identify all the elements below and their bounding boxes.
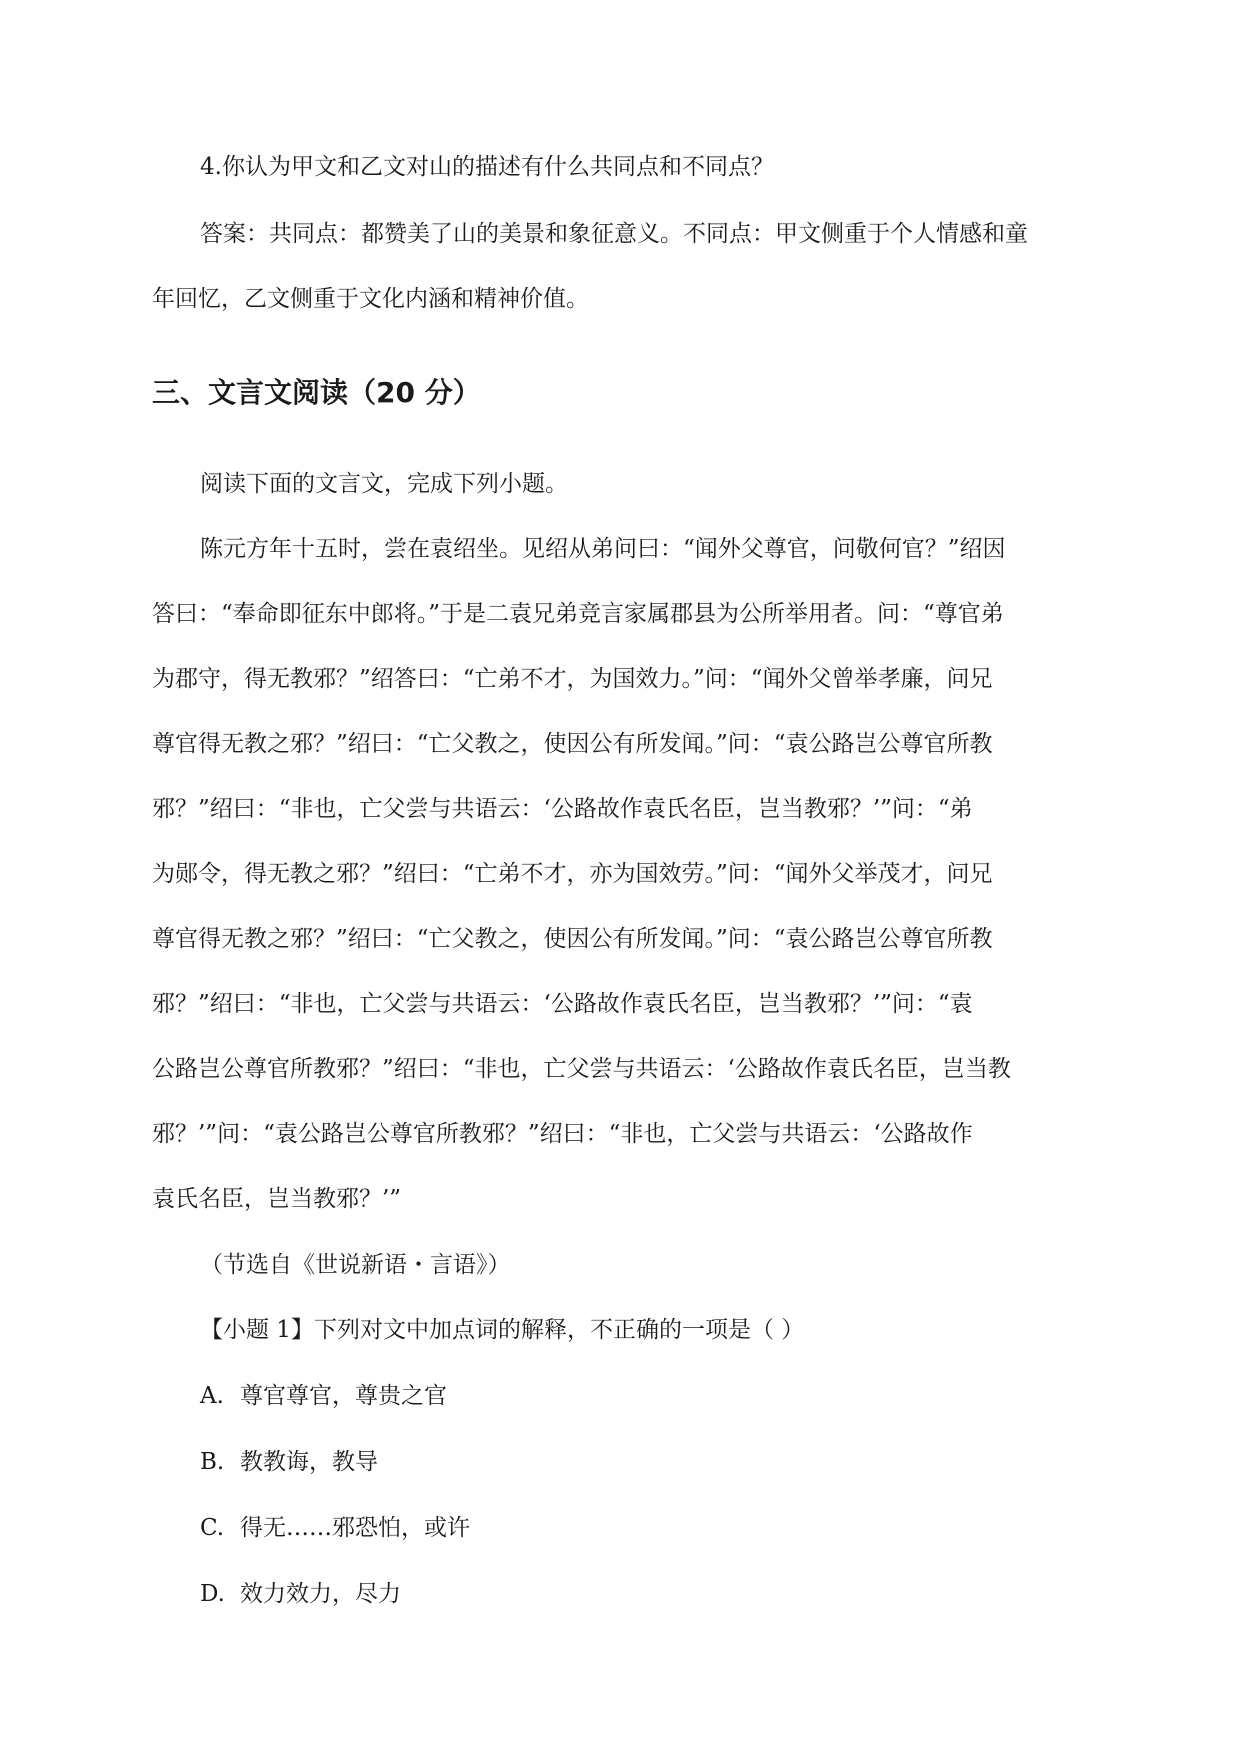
option-b-letter: B.	[200, 1449, 225, 1475]
passage-line: 尊官得无教之邪？”绍曰：“亡父教之，使因公有所发闻。”问：“袁公路岂公尊官所教	[152, 926, 993, 952]
q4-answer-line-1: 答案：共同点：都赞美了山的美景和象征意义。不同点：甲文侧重于个人情感和童	[200, 221, 1028, 247]
passage-source: （节选自《世说新语・言语》）	[200, 1252, 511, 1278]
option-d	[200, 1578, 401, 1610]
q4-question: 4.你认为甲文和乙文对山的描述有什么共同点和不同点？	[200, 154, 774, 180]
option-a	[200, 1380, 447, 1412]
passage-line: 邪？”绍曰：“非也，亡父尝与共语云：‘公路故作袁氏名臣，岂当教邪？’”问：“弟	[152, 796, 973, 822]
passage-line: 邪？’”问：“袁公路岂公尊官所教邪？”绍曰：“非也，亡父尝与共语云：‘公路故作	[152, 1121, 973, 1147]
passage-line: 为郡守，得无教邪？”绍答曰：“亡弟不才，为国效力。”问：“闻外父曾举孝廉，问兄	[152, 666, 993, 692]
option-d-letter: D.	[200, 1581, 225, 1607]
section-3-instruction: 阅读下面的文言文，完成下列小题。	[200, 471, 568, 497]
option-d-text: 效力效力，尽力	[240, 1581, 401, 1607]
option-a-letter: A.	[200, 1383, 224, 1409]
option-b-text: 教教诲，教导	[240, 1449, 378, 1475]
option-c-text: 得无……邪恐怕，或许	[240, 1515, 470, 1541]
option-a-text: 尊官尊官，尊贵之官	[240, 1383, 447, 1409]
option-b	[200, 1446, 378, 1478]
option-c	[200, 1512, 470, 1544]
sub-question-1-prompt: 【小题 1】下列对文中加点词的解释，不正确的一项是（ ）	[200, 1317, 805, 1343]
passage-line: 陈元方年十五时，尝在袁绍坐。见绍从弟问曰：“闻外父尊官，问敬何官？”绍因	[200, 536, 1006, 562]
passage-line: 公路岂公尊官所教邪？”绍曰：“非也，亡父尝与共语云：‘公路故作袁氏名臣，岂当教	[152, 1056, 1011, 1082]
section-3-heading: 三、文言文阅读（20 分）	[152, 376, 481, 409]
passage-line: 袁氏名臣，岂当教邪？’”	[152, 1186, 402, 1212]
passage-line: 尊官得无教之邪？”绍曰：“亡父教之，使因公有所发闻。”问：“袁公路岂公尊官所教	[152, 731, 993, 757]
passage-line: 邪？”绍曰：“非也，亡父尝与共语云：‘公路故作袁氏名臣，岂当教邪？’”问：“袁	[152, 991, 973, 1017]
q4-answer-line-2: 年回忆，乙文侧重于文化内涵和精神价值。	[152, 286, 589, 312]
passage-line: 答曰：“奉命即征东中郎将。”于是二袁兄弟竞言家属郡县为公所举用者。问：“尊官弟	[152, 601, 1004, 627]
option-c-letter: C.	[200, 1515, 225, 1541]
passage-line: 为郧令，得无教之邪？”绍曰：“亡弟不才，亦为国效劳。”问：“闻外父举茂才，问兄	[152, 861, 993, 887]
